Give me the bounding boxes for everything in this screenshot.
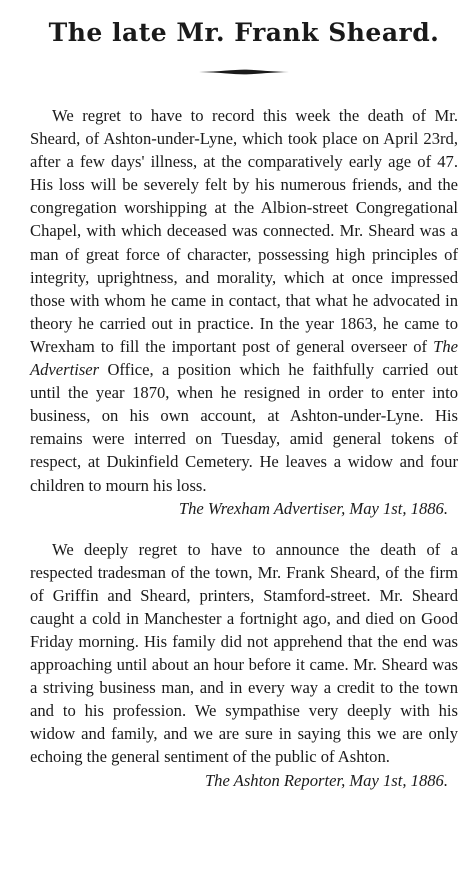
ornamental-rule — [199, 66, 289, 78]
publication-name: The Advertiser — [30, 336, 458, 380]
article-wrexham — [30, 104, 458, 520]
article-source: The Wrexham Advertiser, May 1st, 1886. — [178, 498, 448, 518]
page-title: The late Mr. Frank Sheard. — [48, 18, 440, 47]
rule-ornament-icon — [199, 66, 289, 78]
article-text-continued: Office, a position which he faithfully carried out until the year 1870, when he resigned in order to enter into business, on his own account, at Ashton-under-Lyne. His remains were interred on Tuesday, amid general tokens of respect, at Dukinfield Cemetery. He leaves a widow and four children to mourn his loss. — [30, 360, 458, 495]
article-body — [30, 104, 458, 497]
article-text: We regret to have to record this week the death of Mr. Sheard, of Ashton-under-Lyne, which took place on April 23rd, after a few days' illness, at the comparatively early age of 47. His loss will be severely felt by his numerous friends, and the congregation worshipping at the Albion-street Congregational Chapel, with which deceased was connected. Mr. Sheard was a man of great force of character, possessing high principles of integrity, uprightness, and morality, which at once impressed those with whom he came in contact, that what he advocated in theory he carried out in practice. In the year 1863, he came to Wrexham to fill the important post of general overseer of — [30, 106, 458, 356]
article-ashton — [30, 538, 458, 792]
article-source: The Ashton Reporter, May 1st, 1886. — [204, 770, 448, 790]
article-body: We deeply regret to have to announce the death of a respected tradesman of the town, Mr. Frank Sheard, of the firm of Griffin and Sheard, printers, Stamford-street. Mr. Sheard caught a cold in Manchester a fortnight ago, and died on Good Friday morning. His family did not apprehend that the end was approaching until about an hour before it came. Mr. Sheard was a striving business man, and in every way a credit to the town and to his profession. We sympathise very deeply with his widow and family, and we are sure in saying this we are only echoing the general sentiment of the public of Ashton. — [30, 539, 458, 767]
